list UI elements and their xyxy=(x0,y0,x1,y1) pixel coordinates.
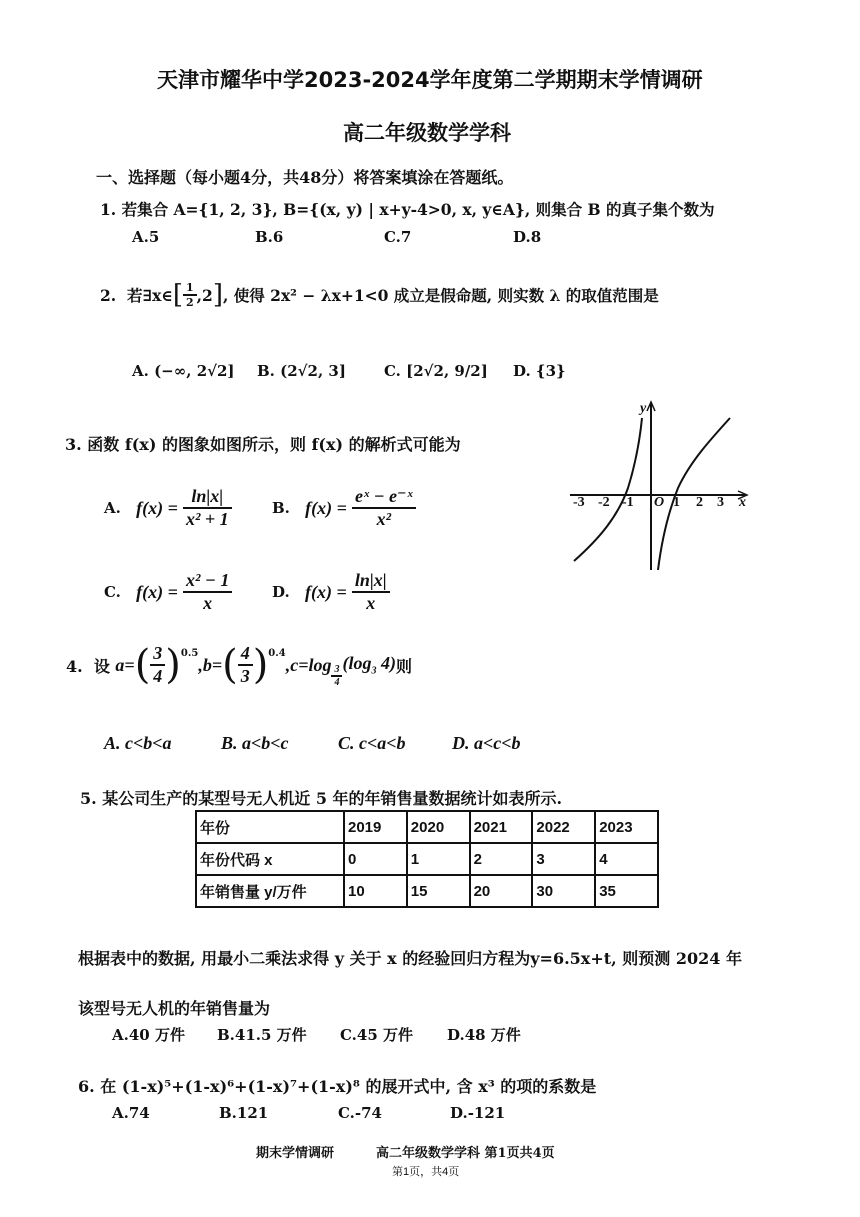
table-cell: 1 xyxy=(407,843,470,875)
question-1-option-d: D.8 xyxy=(513,228,542,246)
interval-upper: ,2 xyxy=(196,285,213,305)
question-5-option-c: C.45 万件 xyxy=(340,1026,413,1044)
question-1-option-a: A.5 xyxy=(132,228,160,246)
table-row xyxy=(196,875,658,907)
table-cell: 35 xyxy=(595,875,658,907)
option-b-fraction xyxy=(352,486,416,530)
table-cell: 2021 xyxy=(470,811,533,843)
option-d-denominator: x xyxy=(366,593,376,613)
a-base-fraction: $\frac{3}{4}$ xyxy=(150,643,165,687)
table-cell: 15 xyxy=(407,875,470,907)
x-axis-label: x xyxy=(739,495,746,510)
c-log-base: $\frac{3}{4}$ xyxy=(331,664,342,688)
origin-label: O xyxy=(654,495,665,510)
option-b-lhs: f(x) = xyxy=(305,497,347,518)
x-tick-label: 3 xyxy=(717,495,724,510)
table-cell: 10 xyxy=(344,875,407,907)
question-1-option-b: B.6 xyxy=(255,228,284,246)
option-c-denominator: x xyxy=(203,593,213,613)
var-b: ,b= xyxy=(198,654,223,675)
question-4-number: 4. 设 xyxy=(66,656,116,676)
question-5-option-d: D.48 万件 xyxy=(447,1026,521,1044)
b-exponent: 0.4 xyxy=(268,648,286,659)
table-cell: 0 xyxy=(344,843,407,875)
question-2-option-d: D. {3} xyxy=(513,362,566,380)
option-d-lhs: f(x) = xyxy=(304,581,347,602)
paren-left: ( xyxy=(134,642,151,688)
var-a: a= xyxy=(115,654,135,675)
x-tick-label: 1 xyxy=(673,495,680,510)
question-6-option-b: B.121 xyxy=(219,1104,269,1122)
table-cell: 4 xyxy=(595,843,658,875)
paren-right: ) xyxy=(252,642,269,688)
a-exponent: 0.5 xyxy=(180,648,199,659)
question-4-option-c: C. c<a<b xyxy=(338,733,406,753)
table-cell: 20 xyxy=(470,875,533,907)
question-2-stem-pre: 若∃x∈ xyxy=(126,286,173,305)
question-5-text-2: 该型号无人机的年销售量为 xyxy=(78,999,271,1018)
b-base-fraction: $\frac{4}{3}$ xyxy=(238,643,253,687)
section-heading: 一、选择题（每小题4分，共48分）将答案填涂在答题纸。 xyxy=(96,168,514,187)
question-3-option-d xyxy=(272,570,390,614)
option-d-fraction xyxy=(352,570,390,614)
question-4-option-b: B. a<b<c xyxy=(221,733,289,753)
option-a-fraction xyxy=(183,486,232,530)
question-4-option-d: D. a<c<b xyxy=(452,733,521,753)
option-b-denominator: x² xyxy=(376,509,392,529)
page-title: 天津市耀华中学2023-2024学年度第二学期期末学情调研 xyxy=(157,68,703,92)
x-tick-label: -3 xyxy=(573,495,585,510)
interval-bracket-left: [ xyxy=(172,280,183,310)
page-number: 第1页，共4页 xyxy=(392,1166,460,1178)
question-3-option-b xyxy=(272,486,416,530)
paren-right: ) xyxy=(165,642,181,688)
footer-middle: 高二年级数学学科 第1页共4页 xyxy=(376,1146,555,1161)
table-cell: 2023 xyxy=(595,811,658,843)
question-6-option-c: C.-74 xyxy=(338,1104,382,1122)
x-tick-label: -2 xyxy=(598,495,610,510)
var-c: ,c=log xyxy=(285,654,332,675)
question-2-option-a: A. (−∞, 2√2] xyxy=(132,362,235,380)
interval-bracket-right: ] xyxy=(212,280,223,310)
question-6-option-d: D.-121 xyxy=(450,1104,506,1122)
option-a-numerator: ln|x| xyxy=(183,486,232,509)
question-5-text-1: 根据表中的数据, 用最小二乘法求得 y 关于 x 的经验回归方程为y=6.5x+t, 则预测 2024 年 xyxy=(78,949,742,968)
interval-fraction: $\frac{1}{2}$ xyxy=(183,281,197,309)
option-a-lhs: f(x) = xyxy=(136,497,178,518)
question-5-option-b: B.41.5 万件 xyxy=(217,1026,307,1044)
question-2-option-c: C. [2√2, 9/2] xyxy=(384,362,488,380)
option-d-label: D. xyxy=(272,583,290,601)
question-4-tail: 则 xyxy=(395,656,412,676)
footer-left: 期末学情调研 xyxy=(256,1146,335,1161)
question-5-stem: 5. 某公司生产的某型号无人机近 5 年的年销售量数据统计如表所示. xyxy=(80,789,563,808)
table-cell: 2 xyxy=(470,843,533,875)
curve-left-branch xyxy=(574,418,642,561)
question-3-stem: 3. 函数 f(x) 的图象如图所示，则 f(x) 的解析式可能为 xyxy=(65,435,461,454)
c-log-argument: ($\log_3$ 4) xyxy=(342,653,396,677)
table-cell: 30 xyxy=(532,875,595,907)
question-6-stem: 6. 在 (1-x)⁵+(1-x)⁶+(1-x)⁷+(1-x)⁸ 的展开式中, 含 x³ 的项的系数是 xyxy=(78,1077,597,1096)
table-row xyxy=(196,843,658,875)
question-2-number: 2. xyxy=(100,285,117,305)
option-a-denominator: x² + 1 xyxy=(185,509,229,529)
option-d-numerator: ln|x| xyxy=(352,570,390,593)
table-cell: 年销售量 y/万件 xyxy=(196,875,344,907)
table-cell: 年份代码 x xyxy=(196,843,344,875)
table-cell: 2019 xyxy=(344,811,407,843)
option-c-fraction xyxy=(183,570,232,614)
sales-table xyxy=(195,810,659,908)
question-4-option-a: A. c<b<a xyxy=(104,733,172,753)
option-a-label: A. xyxy=(104,499,121,517)
option-c-label: C. xyxy=(104,583,121,601)
option-b-label: B. xyxy=(272,499,290,517)
option-b-numerator: eˣ − e⁻ˣ xyxy=(352,486,416,509)
function-graph xyxy=(560,398,760,573)
question-3-option-c xyxy=(104,570,232,614)
table-cell: 年份 xyxy=(196,811,344,843)
question-1-option-c: C.7 xyxy=(384,228,412,246)
question-2-option-b: B. (2√2, 3] xyxy=(257,362,346,380)
x-tick-label: -1 xyxy=(622,495,634,510)
table-cell: 2022 xyxy=(532,811,595,843)
question-2-stem-post: , 使得 2x² − λx+1<0 成立是假命题, 则实数 λ 的取值范围是 xyxy=(222,286,659,305)
page-subtitle: 高二年级数学学科 xyxy=(343,121,511,145)
question-4-stem xyxy=(66,640,67,641)
question-3-option-a xyxy=(104,486,232,530)
question-4-stem-visual xyxy=(66,642,412,688)
table-cell: 2020 xyxy=(407,811,470,843)
table-cell: 3 xyxy=(532,843,595,875)
table-row xyxy=(196,811,658,843)
paren-left: ( xyxy=(222,642,238,688)
question-6-option-a: A.74 xyxy=(112,1104,150,1122)
option-c-numerator: x² − 1 xyxy=(183,570,232,593)
question-2-stem xyxy=(100,280,659,310)
question-1-stem: 1. 若集合 A={1, 2, 3}, B={(x, y) | x+y-4>0, x, y∈A}, 则集合 B 的真子集个数为 xyxy=(100,200,715,219)
x-tick-label: 2 xyxy=(696,495,703,510)
question-5-option-a: A.40 万件 xyxy=(112,1026,185,1044)
option-c-lhs: f(x) = xyxy=(136,581,178,602)
y-axis-label: y xyxy=(640,401,647,416)
